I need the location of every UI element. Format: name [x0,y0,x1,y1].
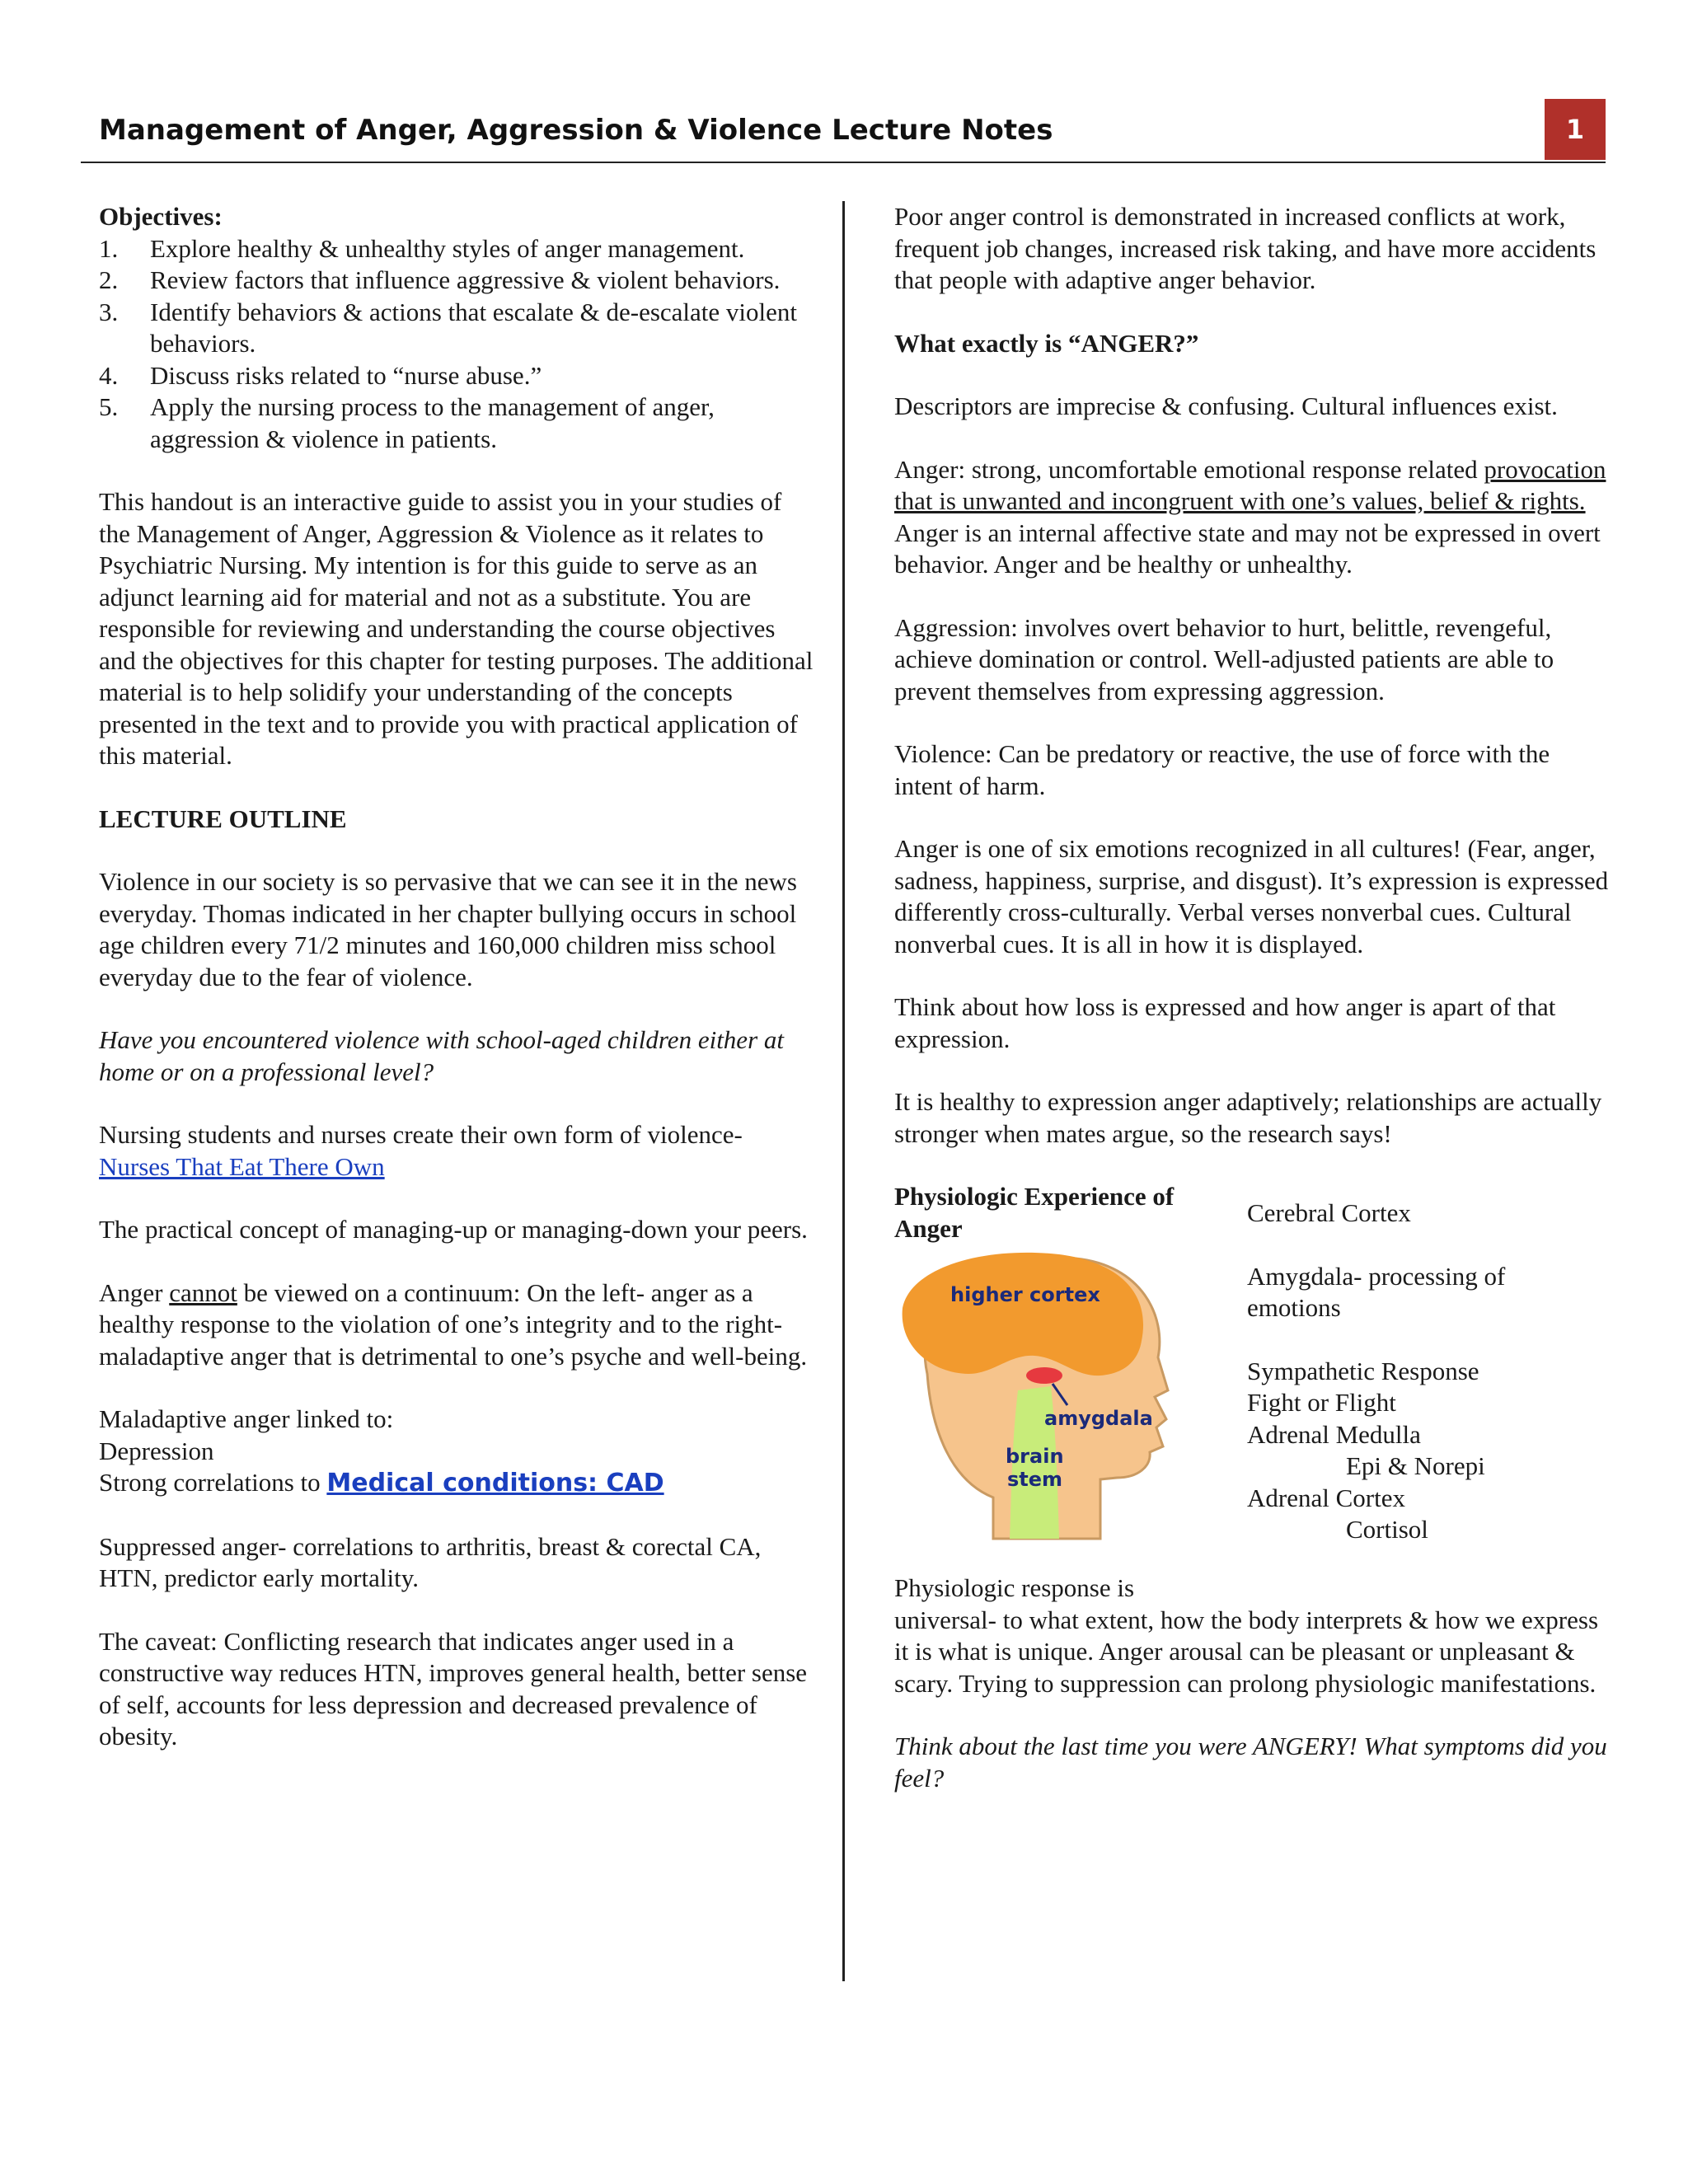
anger-continuum-paragraph: Anger cannot be viewed on a continuum: On the left- anger as a healthy response to the violation of one’s integrity and to the right- maladaptive anger that is detrimental to one’s psyche and well-being. [99,1277,808,1371]
list-item: Cortisol [1346,1515,1428,1544]
brain-diagram [894,1250,1183,1547]
list-item: emotions [1247,1293,1341,1322]
intro-paragraph: This handout is an interactive guide to assist you in your studies of the Management of Anger, Aggression & Violence as it relates to Psychiatric Nursing. My intention is for this guide to serve as an adjunct learning aid for material and not as a substitute. You are responsible for reviewing and understanding the course objectives and the objectives for this chapter for testing purposes. The additional material is to help solidify your understanding of the concepts presented in the text and to provide you with practical application of this material. [99,487,814,770]
stem-label-1: brain [1006,1445,1064,1468]
page-header [81,97,1606,163]
physiologic-heading: Physiologic Experience of Anger [894,1182,1175,1243]
document-title: Management of Anger, Aggression & Violence Lecture Notes [99,114,1053,147]
amygdala-label: amygdala [1044,1407,1153,1430]
objective-item: 3. Identify behaviors & actions that escalate & de-escalate violent behaviors. [99,297,798,358]
maladaptive-paragraph: Maladaptive anger linked to: Depression Strong correlations to Medical conditions: CAD [99,1404,664,1497]
reflection-question: Have you encountered violence with school-aged children either at home or on a professional level? [99,1025,784,1086]
cortex-label: higher cortex [950,1283,1100,1306]
healthy-paragraph: It is healthy to expression anger adaptively; relationships are actually stronger when mates argue, so the research says! [894,1087,1602,1148]
physiologic-response-paragraph: Physiologic response is universal- to what extent, how the body interprets & how we express it is what is unique. Anger arousal can be pleasant or unpleasant & scary. Trying to suppression can prolong physiologic manifestations. [894,1573,1599,1698]
objective-item: 4. Discuss risks related to “nurse abuse.” [99,360,542,390]
left-column [99,201,816,1784]
physiologic-section [894,1181,1611,1564]
column-divider [842,201,845,1981]
page-number-badge: 1 [1545,99,1606,160]
amygdala-dot [1026,1367,1062,1384]
objectives-heading: Objectives: [99,202,223,231]
descriptors-paragraph: Descriptors are imprecise & confusing. Cultural influences exist. [894,391,1558,420]
violence-definition: Violence: Can be predatory or reactive, the use of force with the intent of harm. [894,739,1550,800]
nurses-eat-own-link[interactable]: Nurses That Eat There Own [99,1151,385,1181]
medical-conditions-link[interactable]: Medical conditions: CAD [326,1469,664,1497]
poor-control-paragraph: Poor anger control is demonstrated in increased conflicts at work, frequent job changes, increased risk taking, and have more accidents that people with adaptive anger behavior. [894,202,1597,294]
stem-label-2: stem [1007,1468,1063,1491]
managing-paragraph: The practical concept of managing-up or managing-down your peers. [99,1215,808,1244]
caveat-paragraph: The caveat: Conflicting research that indicates anger used in a constructive way reduces HTN, improves general health, better sense of self, accounts for less depression and decreased prevalence of obesity. [99,1626,808,1750]
what-is-anger-heading: What exactly is “ANGER?” [894,328,1199,358]
list-item: Amygdala- processing of [1247,1261,1506,1291]
physiologic-list [1247,1197,1610,1546]
loss-paragraph: Think about how loss is expressed and how anger is apart of that expression. [894,992,1556,1053]
violence-paragraph: Violence in our society is so pervasive that we can see it in the news everyday. Thomas indicated in her chapter bullying occurs in school age children every 71/2 minutes and 160,000 children miss school everyday due to the fear of violence. [99,867,797,991]
list-item: Sympathetic Response [1247,1356,1479,1385]
list-item: Adrenal Cortex [1247,1483,1405,1512]
anger-definition-paragraph: Anger: strong, uncomfortable emotional response related provocation that is unwanted and incongruent with one’s values, belief & rights. Anger is an internal affective state and may not be expressed in overt behavior. Anger and be healthy or unhealthy. [894,454,1606,579]
objective-item: 5. Apply the nursing process to the management of anger, aggression & violence in patients. [99,392,715,453]
objective-item: 2. Review factors that influence aggressive & violent behaviors. [99,265,781,294]
lecture-outline-heading: LECTURE OUTLINE [99,804,347,833]
reflection-question-2: Think about the last time you were ANGERY! What symptoms did you feel? [894,1732,1607,1793]
list-item: Adrenal Medulla [1247,1419,1421,1449]
right-column [894,201,1611,1825]
list-item: Fight or Flight [1247,1388,1396,1417]
objective-item: 1. Explore healthy & unhealthy styles of anger management. [99,233,745,263]
list-item: Epi & Norepi [1346,1451,1485,1480]
suppressed-paragraph: Suppressed anger- correlations to arthritis, breast & corectal CA, HTN, predictor early mortality. [99,1531,762,1592]
objectives-list [99,233,816,456]
nursing-paragraph: Nursing students and nurses create their own form of violence- Nurses That Eat There Own [99,1120,743,1181]
aggression-paragraph: Aggression: involves overt behavior to hurt, belittle, revengeful, achieve domination or control. Well-adjusted patients are able to prevent themselves from expressing aggression. [894,612,1554,705]
six-emotions-paragraph: Anger is one of six emotions recognized in all cultures! (Fear, anger, sadness, happiness, surprise, and disgust). It’s expression is expressed differently cross-culturally. Verbal verses nonverbal cues. Cultural nonverbal cues. It is all in how it is displayed. [894,834,1609,958]
list-item: Cerebral Cortex [1247,1198,1411,1227]
